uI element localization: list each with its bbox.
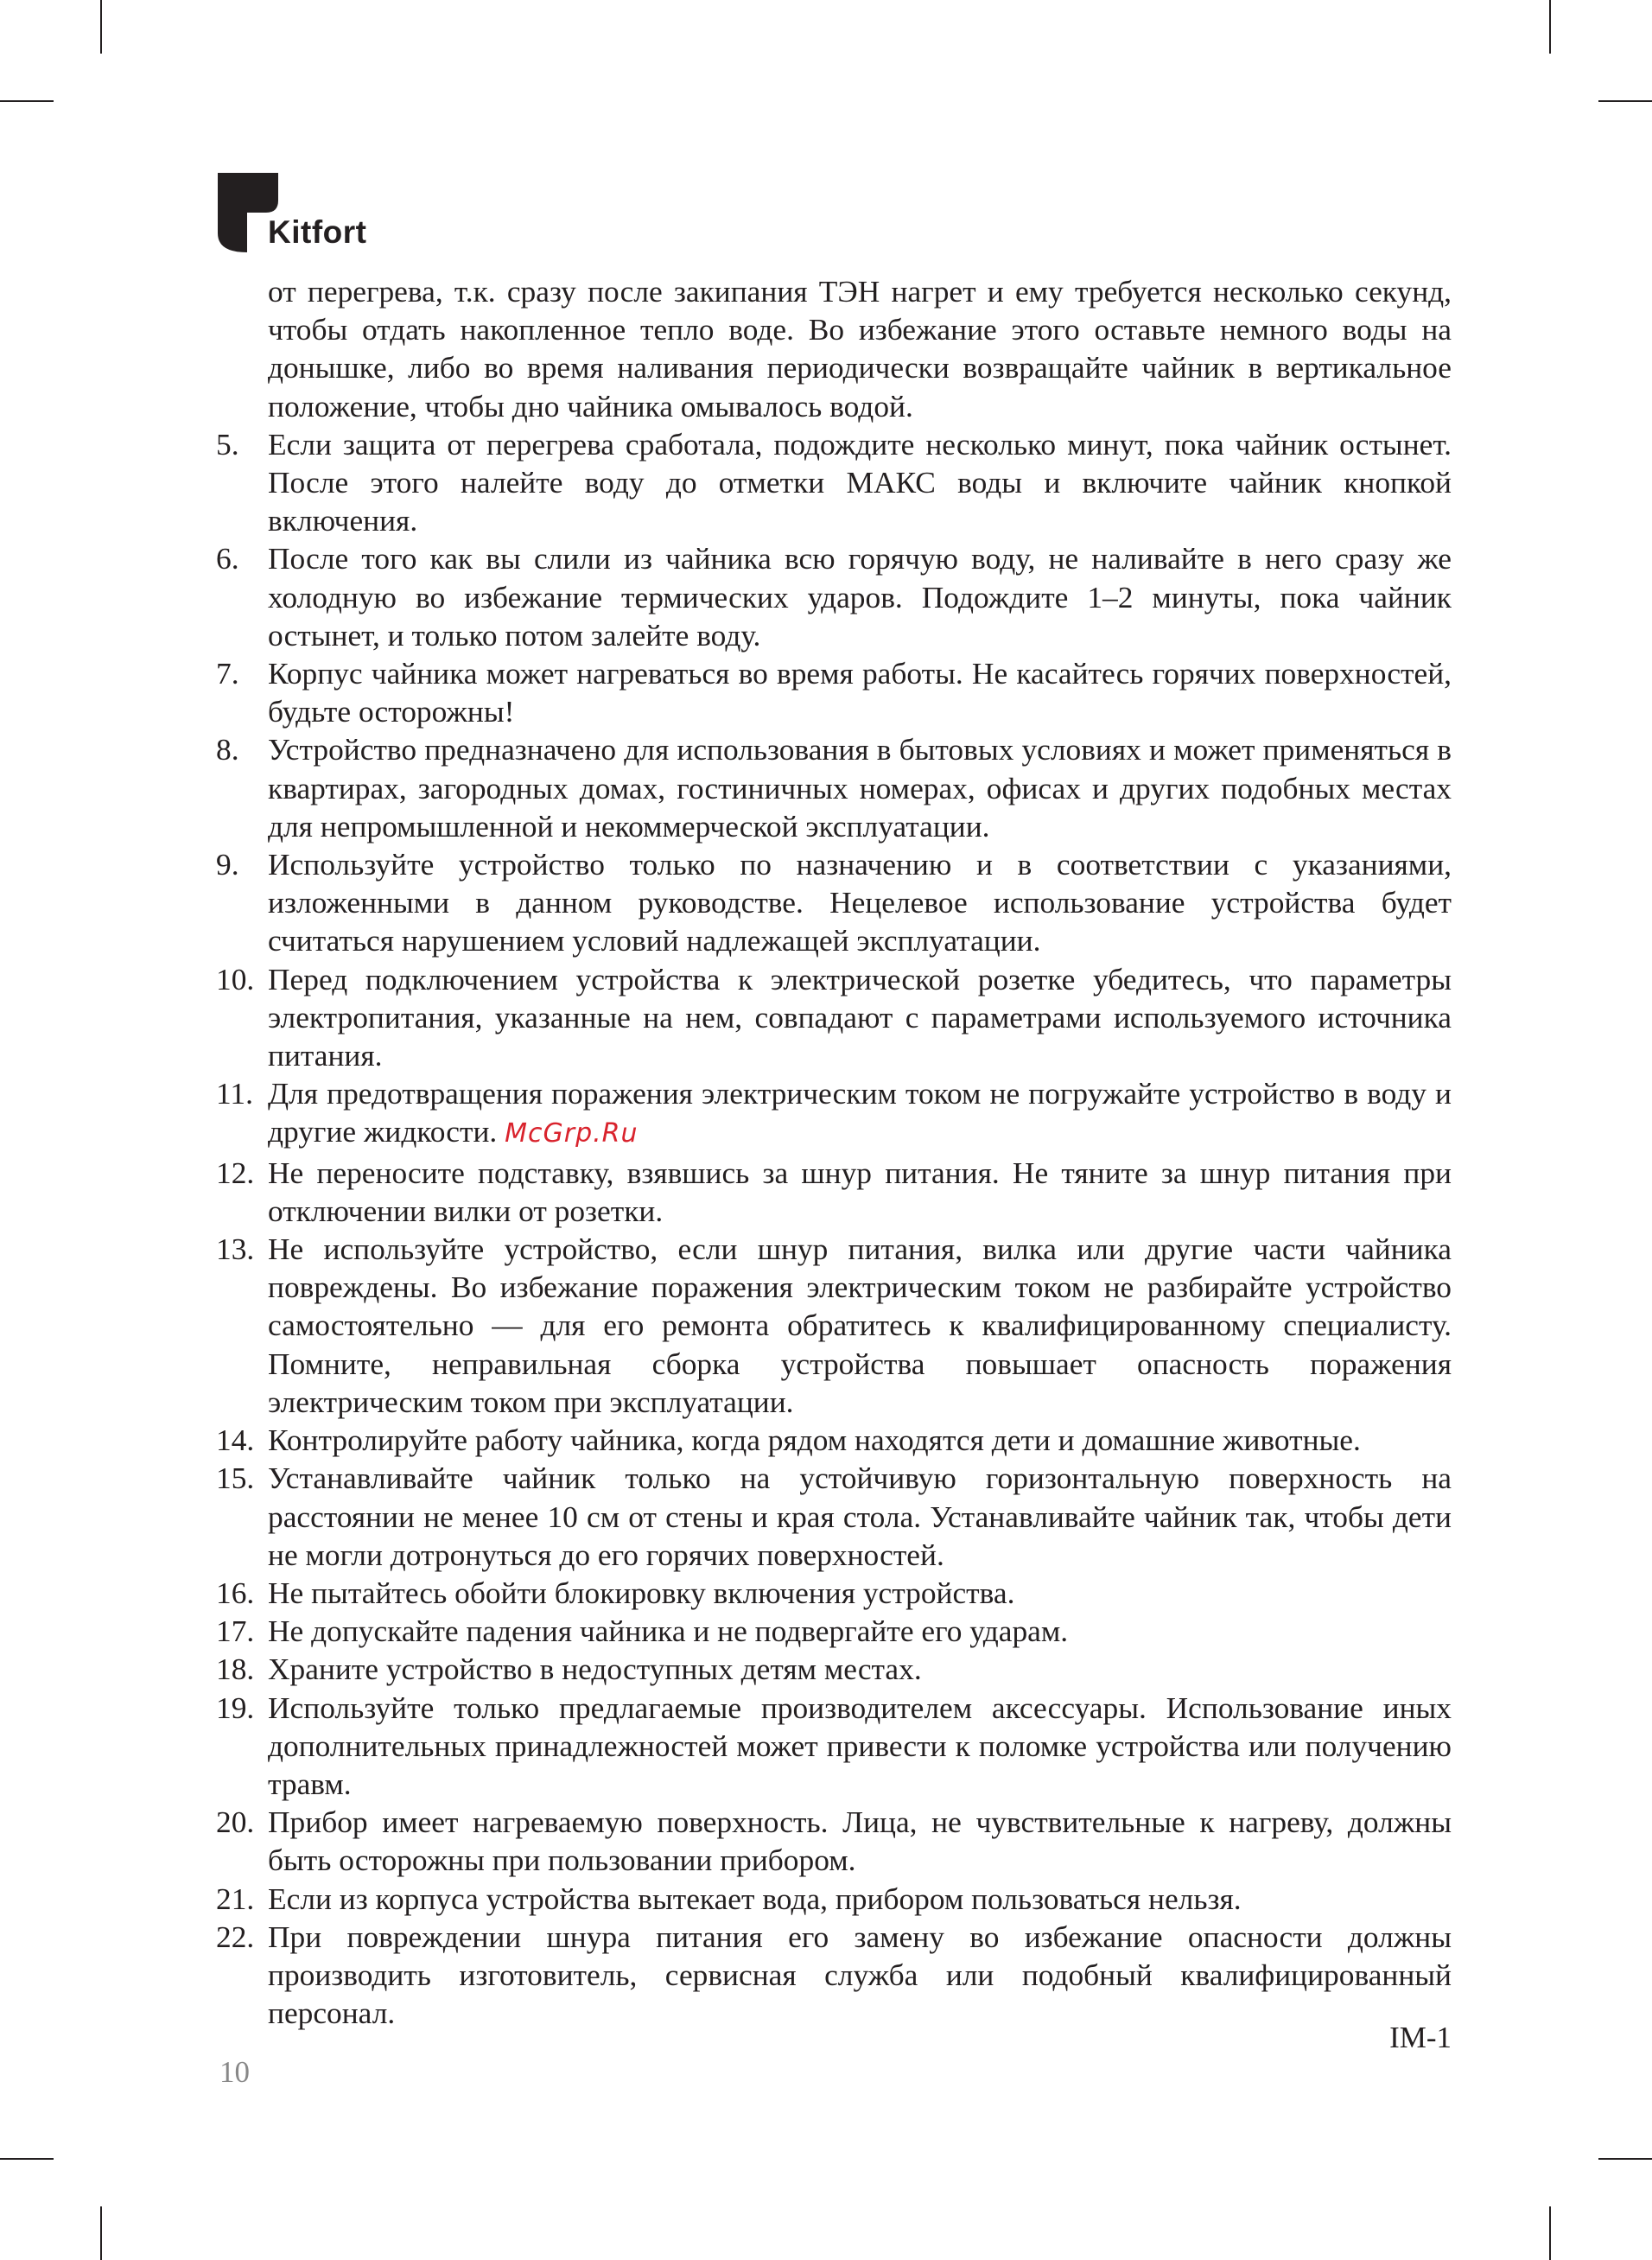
item-text: Для предотвращения поражения электрическим током не погружайте устройство в воду и другие жидкости.	[268, 1076, 1452, 1149]
list-item	[216, 539, 1452, 654]
item-number: 13.	[216, 1232, 255, 1267]
item-text: Используйте устройство только по назначению и в соответствии с указаниями, изложенными в данном руководстве. Нецелевое использование устройства будет считаться нарушением условий надлежащей эксплуатации.	[268, 847, 1452, 958]
item-text: Устанавливайте чайник только на устойчивую горизонтальную поверхность на расстоянии не менее 10 см от стены и края стола. Устанавливайте чайник так, чтобы дети не могли дотронуться до его горячих поверхностей.	[268, 1461, 1452, 1572]
item-text: Если защита от перегрева сработала, подождите несколько минут, пока чайник остынет. После этого налейте воду до отметки МАКС воды и включите чайник кнопкой включения.	[268, 426, 1452, 538]
item-text: Не переносите подставку, взявшись за шнур питания. Не тяните за шнур питания при отключении вилки от розетки.	[268, 1155, 1452, 1228]
list-item	[216, 1689, 1452, 1804]
item-number: 9.	[216, 847, 239, 882]
item-text: Не пытайтесь обойти блокировку включения устройства.	[268, 1575, 1015, 1610]
item-number: 11.	[216, 1076, 253, 1111]
page-number: 10	[219, 2055, 250, 2089]
item-text: При повреждении шнура питания его замену во избежание опасности должны производить изготовитель, сервисная служба или подобный квалифицированный персонал.	[268, 1919, 1452, 2031]
crop-mark	[1598, 100, 1652, 102]
list-item	[216, 1421, 1452, 1459]
item-text: После того как вы слили из чайника всю горячую воду, не наливайте в него сразу же холодную во избежание термических ударов. Подождите 1–2 минуты, пока чайник остынет, и только потом залейте воду.	[268, 541, 1452, 653]
list-item	[216, 654, 1452, 730]
model-code: IM-1	[1389, 2021, 1452, 2054]
item-text: Не используйте устройство, если шнур питания, вилка или другие части чайника повреждены. Во избежание поражения электрическим током не разбирайте устройство самостоятельно — для его ремонта обратитесь к квалифицированному специалисту. Помните, неправильная сборка устройства повышает опасность поражения электрическим током при эксплуатации.	[268, 1232, 1452, 1419]
item-number: 16.	[216, 1575, 255, 1610]
intro-continuation: от перегрева, т.к. сразу после закипания ТЭН нагрет и ему требуется несколько секунд, чтобы отдать накопленное тепло воде. Во избежание этого оставьте немного воды на донышке, либо во время наливания периодически возвращайте чайник в вертикальное положение, чтобы дно чайника омывалось водой.	[268, 274, 1452, 423]
list-item	[216, 1074, 1452, 1153]
item-number: 17.	[216, 1614, 255, 1649]
list-item	[216, 1803, 1452, 1879]
list-item	[216, 1880, 1452, 1918]
item-text: Используйте только предлагаемые производителем аксессуары. Использование иных дополнительных принадлежностей может привести к поломке устройства или получению травм.	[268, 1690, 1452, 1801]
instructions-body	[216, 272, 1452, 2032]
list-item	[216, 1230, 1452, 1421]
instruction-list	[216, 425, 1452, 2033]
list-item	[216, 845, 1452, 960]
item-text: Перед подключением устройства к электрической розетке убедитесь, что параметры электропитания, указанные на нем, совпадают с параметрами используемого источника питания.	[268, 961, 1452, 1073]
item-number: 15.	[216, 1461, 255, 1496]
item-text: Храните устройство в недоступных детям местах.	[268, 1652, 922, 1687]
list-item	[216, 425, 1452, 540]
crop-mark	[1598, 2158, 1652, 2160]
item-number: 20.	[216, 1805, 255, 1840]
list-item	[216, 1612, 1452, 1650]
item-number: 14.	[216, 1423, 255, 1458]
item-number: 12.	[216, 1155, 255, 1190]
item-text: Контролируйте работу чайника, когда рядом находятся дети и домашние животные.	[268, 1423, 1361, 1458]
item-text: Прибор имеет нагреваемую поверхность. Лица, не чувствительные к нагреву, должны быть осторожны при пользовании прибором.	[268, 1805, 1452, 1878]
list-item	[216, 730, 1452, 845]
crop-mark	[1549, 0, 1551, 54]
item-number: 18.	[216, 1652, 255, 1687]
item-number: 10.	[216, 961, 255, 996]
watermark-link[interactable]: McGrp.Ru	[505, 1118, 639, 1149]
item-text: Если из корпуса устройства вытекает вода, прибором пользоваться нельзя.	[268, 1881, 1242, 1916]
item-number: 19.	[216, 1690, 255, 1725]
item-text: Корпус чайника может нагреваться во время работы. Не касайтесь горячих поверхностей, будьте осторожны!	[268, 656, 1452, 729]
crop-mark	[1549, 2206, 1551, 2260]
crop-mark	[0, 2158, 54, 2160]
item-number: 8.	[216, 732, 239, 767]
list-item	[216, 1459, 1452, 1574]
crop-mark	[100, 2206, 102, 2260]
brand-logo	[218, 173, 382, 259]
crop-mark	[0, 100, 54, 102]
item-number: 7.	[216, 656, 239, 691]
list-item	[216, 1918, 1452, 2033]
item-text: Не допускайте падения чайника и не подвергайте его ударам.	[268, 1614, 1069, 1649]
list-item	[216, 960, 1452, 1075]
item-number: 6.	[216, 541, 239, 576]
list-item	[216, 1154, 1452, 1230]
item-number: 21.	[216, 1881, 255, 1916]
item-text: Устройство предназначено для использования в бытовых условиях и может применяться в квартирах, загородных домах, гостиничных номерах, офисах и других подобных местах для непромышленной и некоммерческой эксплуатации.	[268, 732, 1452, 844]
item-number: 5.	[216, 426, 239, 462]
list-item	[216, 1650, 1452, 1688]
crop-mark	[100, 0, 102, 54]
brand-name: Kitfort	[268, 214, 367, 250]
list-item	[216, 1574, 1452, 1612]
item-number: 22.	[216, 1919, 255, 1954]
